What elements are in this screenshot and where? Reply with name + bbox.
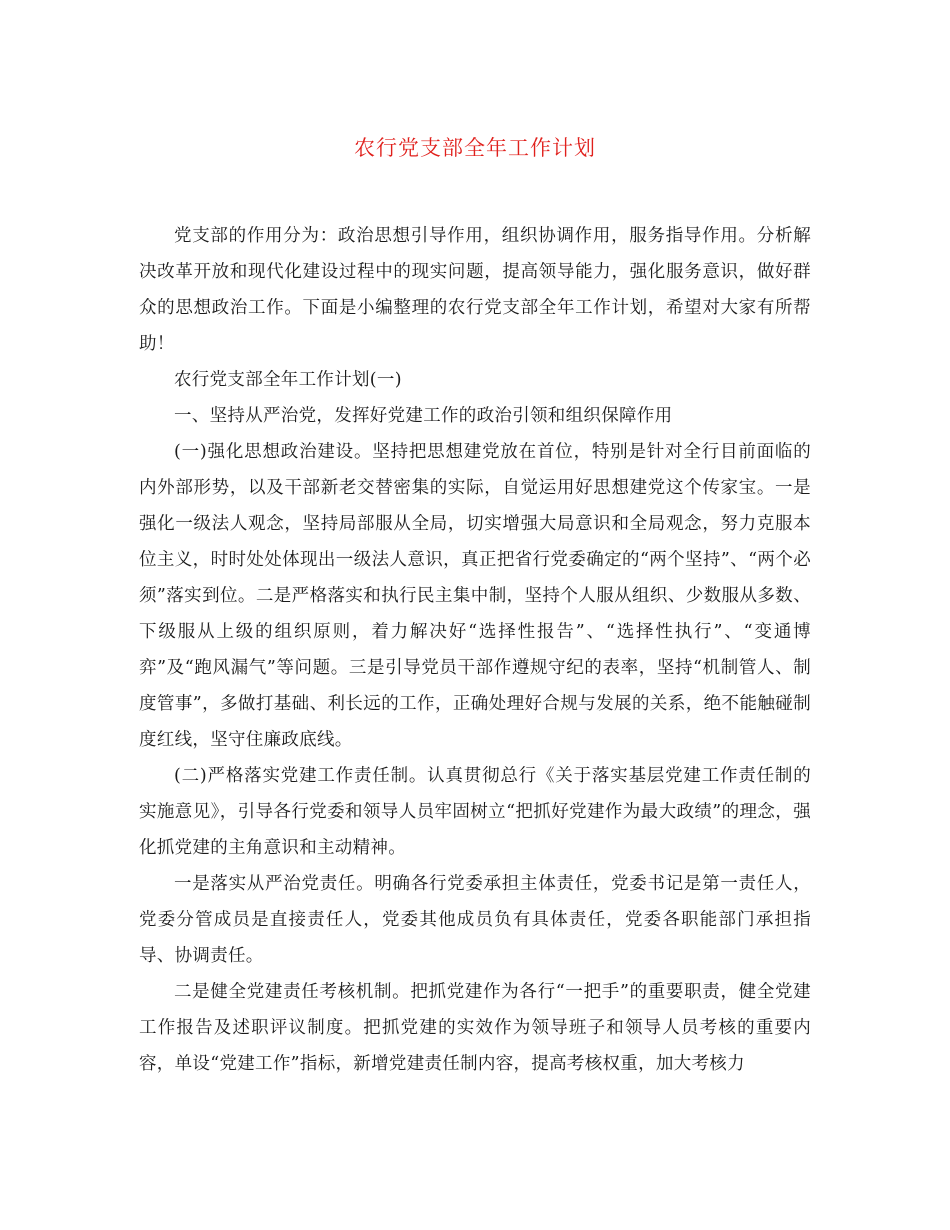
paragraph-political-building: (一)强化思想政治建设。坚持把思想建党放在首位，特别是针对全行目前面临的内外部形势，以及干部新老交替密集的实际，自觉运用好思想建党这个传家宝。一是强化一级法人观念，坚持局部服从全局，切实增强大局意识和全局观念，努力克服本位主义，时时处处体现出一级法人意识，真正把省行党委确定的“两个坚持”、“两个必须”落实到位。二是严格落实和执行民主集中制，坚持个人服从组织、少数服从多数、下级服从上级的组织原则，着力解决好“选择性报告”、“选择性执行”、“变通博弈”及“跑风漏气”等问题。三是引导党员干部作遵规守纪的表率，坚持“机制管人、制度管事”，多做打基础、利长远的工作，正确处理好合规与发展的关系，绝不能触碰制度红线，坚守住廉政底线。 [139,442,811,750]
paragraph-heading-1: 一、坚持从严治党，发挥好党建工作的政治引领和组织保障作用 [174,406,673,426]
document-body [139,218,811,1082]
paragraph-responsibility-2: 二是健全党建责任考核机制。把抓党建作为各行“一把手”的重要职责，健全党建工作报告及述职评议制度。把抓党建的实效作为领导班子和领导人员考核的重要内容，单设“党建工作”指标，新增党建责任制内容，提高考核权重，加大考核力 [139,982,811,1074]
paragraph-responsibility-system: (二)严格落实党建工作责任制。认真贯彻总行《关于落实基层党建工作责任制的实施意见》，引导各行党委和领导人员牢固树立“把抓好党建作为最大政绩”的理念，强化抓党建的主角意识和主动精神。 [139,766,811,858]
paragraph-section-heading: 农行党支部全年工作计划(一) [174,370,402,390]
paragraph-intro: 党支部的作用分为：政治思想引导作用，组织协调作用，服务指导作用。分析解决改革开放和现代化建设过程中的现实问题，提高领导能力，强化服务意识，做好群众的思想政治工作。下面是小编整理的农行党支部全年工作计划，希望对大家有所帮助！ [139,226,811,354]
document-title: 农行党支部全年工作计划 [354,136,596,160]
paragraph-responsibility-1: 一是落实从严治党责任。明确各行党委承担主体责任，党委书记是第一责任人，党委分管成员是直接责任人，党委其他成员负有具体责任，党委各职能部门承担指导、协调责任。 [139,874,811,966]
